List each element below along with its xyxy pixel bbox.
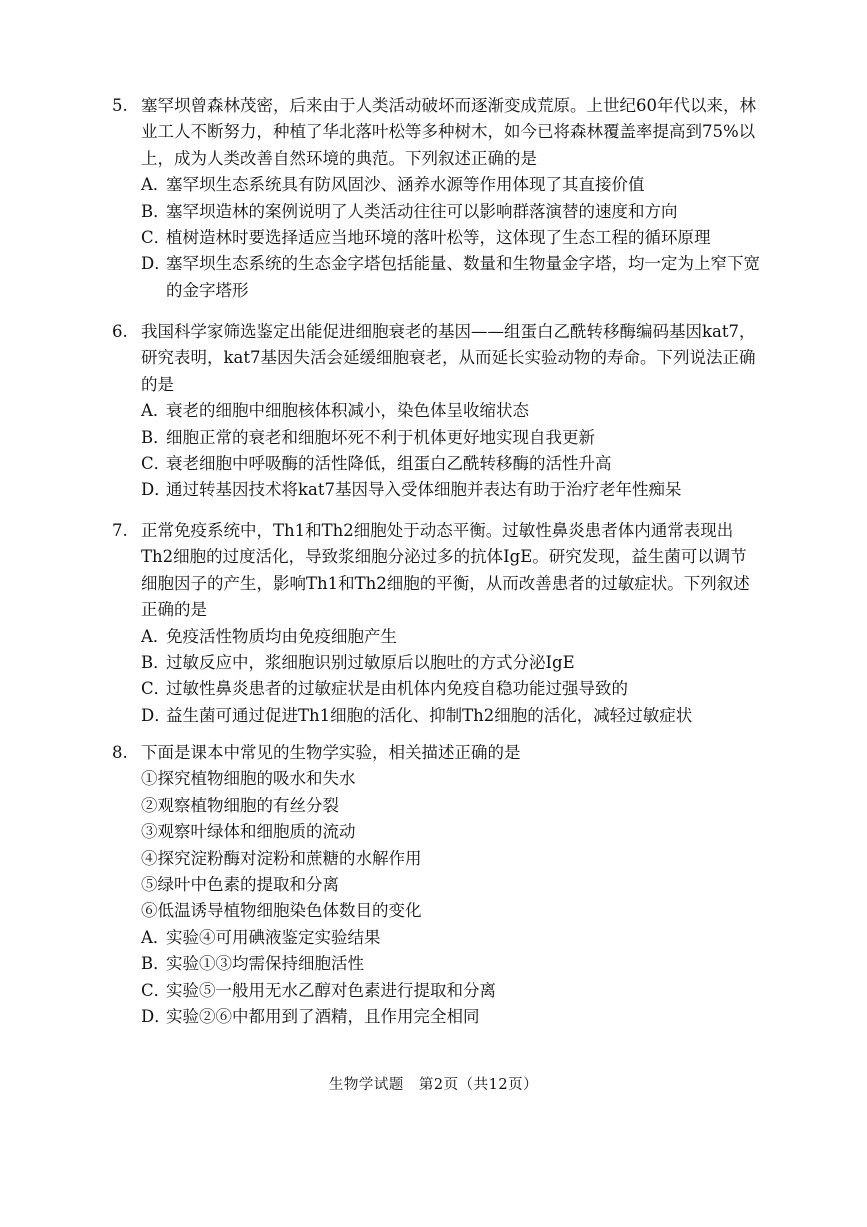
question-stem (112, 518, 762, 624)
option-label: D． (141, 254, 171, 274)
experiment-item-6: ⑥低温诱导植物细胞染色体数目的变化 (141, 901, 422, 921)
question-6 (112, 319, 762, 504)
option-label: C． (141, 228, 171, 248)
question-number: 5. (112, 96, 128, 115)
question-stem (112, 740, 762, 766)
option-label: A． (141, 401, 170, 421)
option-text: 实验②⑥中都用到了酒精，且作用完全相同 (166, 1007, 480, 1027)
question-text: 正常免疫系统中，Th1和Th2细胞处于动态平衡。过敏性鼻炎患者体内通常表现出Th2细胞的过度活化，导致浆细胞分泌过多的抗体IgE。研究发现，益生菌可以调节细胞因子的产生，影响Th1和Th2细胞的平衡，从而改善患者的过敏症状。下列叙述正确的是 (141, 521, 750, 620)
option-d (112, 703, 762, 729)
option-c (112, 225, 762, 251)
option-label: B． (141, 201, 170, 221)
experiment-item-1: ①探究植物细胞的吸水和失水 (141, 769, 356, 789)
option-text: 益生菌可通过促进Th1细胞的活化、抑制Th2细胞的活化，减轻过敏症状 (166, 705, 693, 725)
option-text: 实验④可用碘液鉴定实验结果 (166, 927, 381, 947)
option-text: 过敏性鼻炎患者的过敏症状是由机体内免疫自稳功能过强导致的 (166, 679, 628, 699)
option-d (112, 477, 762, 503)
option-label: A． (141, 175, 170, 195)
option-a (112, 624, 762, 650)
question-stem (112, 93, 762, 172)
option-text: 通过转基因技术将kat7基因导入受体细胞并表达有助于治疗老年性痴呆 (166, 480, 682, 500)
option-text: 实验①③均需保持细胞活性 (166, 954, 364, 974)
option-text: 衰老细胞中呼吸酶的活性降低，组蛋白乙酰转移酶的活性升高 (166, 454, 612, 474)
option-a (112, 925, 762, 951)
option-text: 塞罕坝生态系统的生态金字塔包括能量、数量和生物量金字塔，均一定为上窄下宽的金字塔形 (166, 254, 760, 300)
option-text: 植树造林时要选择适应当地环境的落叶松等，这体现了生态工程的循环原理 (166, 228, 711, 248)
question-number: 8. (112, 743, 128, 762)
option-label: B． (141, 427, 170, 447)
experiment-item-2: ②观察植物细胞的有丝分裂 (141, 795, 339, 815)
option-label: D． (141, 705, 171, 725)
option-label: A． (141, 927, 170, 947)
question-number: 6. (112, 322, 128, 341)
option-d (112, 251, 762, 304)
option-c (112, 451, 762, 477)
question-text: 塞罕坝曾森林茂密，后来由于人类活动破坏而逐渐变成荒原。上世纪60年代以来，林业工人不断努力，种植了华北落叶松等多种树木，如今已将森林覆盖率提高到75%以上，成为人类改善自然环境的典范。下列叙述正确的是 (141, 96, 756, 168)
option-a (112, 172, 762, 198)
option-c (112, 978, 762, 1004)
option-text: 过敏反应中，浆细胞识别过敏原后以胞吐的方式分泌IgE (166, 653, 575, 673)
option-text: 免疫活性物质均由免疫细胞产生 (166, 626, 397, 646)
question-stem (112, 319, 762, 398)
option-b (112, 425, 762, 451)
question-7 (112, 518, 762, 729)
option-label: C． (141, 454, 171, 474)
option-text: 塞罕坝造林的案例说明了人类活动往往可以影响群落演替的速度和方向 (166, 201, 678, 221)
question-5 (112, 93, 762, 304)
option-a (112, 398, 762, 424)
experiment-item-3: ③观察叶绿体和细胞质的流动 (141, 822, 356, 842)
question-text: 我国科学家筛选鉴定出能促进细胞衰老的基因——组蛋白乙酰转移酶编码基因kat7，研究表明，kat7基因失活会延缓细胞衰老，从而延长实验动物的寿命。下列说法正确的是 (141, 322, 756, 394)
question-8 (112, 740, 762, 1030)
experiment-item-4: ④探究淀粉酶对淀粉和蔗糖的水解作用 (141, 848, 422, 868)
option-b (112, 199, 762, 225)
question-number: 7. (112, 521, 128, 540)
option-text: 塞罕坝生态系统具有防风固沙、涵养水源等作用体现了其直接价值 (166, 175, 645, 195)
option-b (112, 650, 762, 676)
option-c (112, 676, 762, 702)
experiment-item-5: ⑤绿叶中色素的提取和分离 (141, 875, 339, 895)
option-label: D． (141, 1007, 171, 1027)
option-label: C． (141, 980, 171, 1000)
option-label: A． (141, 626, 170, 646)
option-text: 细胞正常的衰老和细胞坏死不利于机体更好地实现自我更新 (166, 427, 595, 447)
option-d (112, 1004, 762, 1030)
option-text: 衰老的细胞中细胞核体积减小，染色体呈收缩状态 (166, 401, 529, 421)
page-footer: 生物学试题 第2页（共12页） (328, 1077, 539, 1093)
option-label: B． (141, 954, 170, 974)
question-text: 下面是课本中常见的生物学实验，相关描述正确的是 (141, 743, 521, 762)
option-b (112, 951, 762, 977)
option-label: D． (141, 480, 171, 500)
option-label: B． (141, 653, 170, 673)
option-label: C． (141, 679, 171, 699)
option-text: 实验⑤一般用无水乙醇对色素进行提取和分离 (166, 980, 496, 1000)
